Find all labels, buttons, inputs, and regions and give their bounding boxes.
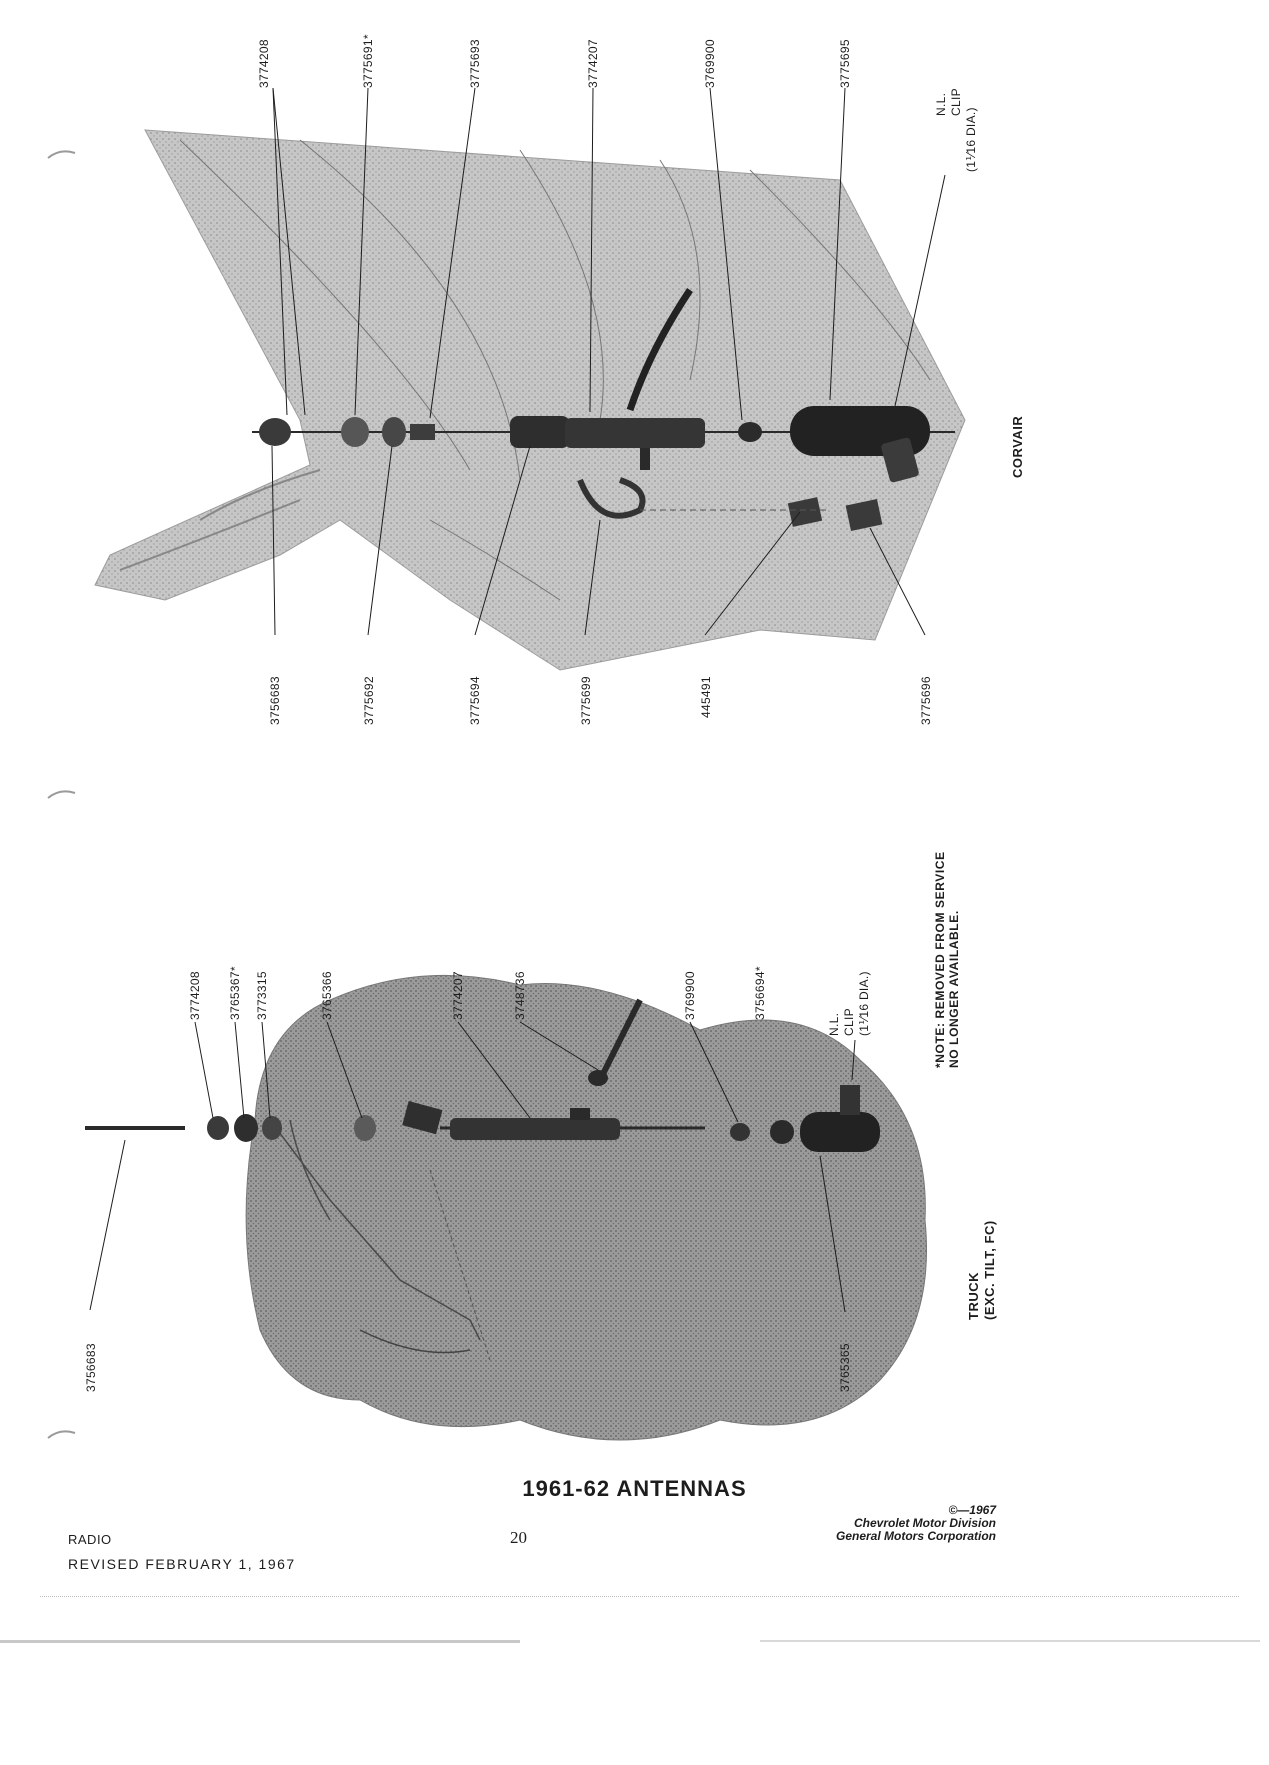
cable-nut-part: [730, 1123, 750, 1141]
nut-part: [234, 1114, 258, 1142]
revision-date: REVISED FEBRUARY 1, 1967: [68, 1556, 296, 1572]
callout-truck-3765365: 3765365: [838, 1343, 852, 1392]
copyright-year: ©—1967: [948, 1503, 996, 1517]
fender-panel-illustration: [95, 130, 965, 670]
callout-corvair-dia: (1⅟16 DIA.): [964, 107, 978, 172]
bezel-part: [259, 418, 291, 446]
callout-truck-3774207: 3774207: [451, 971, 465, 1020]
cable-nut-part: [738, 422, 762, 442]
callout-corvair-3775695: 3775695: [838, 39, 852, 88]
callout-truck-dia: (1⅟16 DIA.): [857, 971, 871, 1036]
section-label: RADIO: [68, 1532, 112, 1547]
copyright-corporation: General Motors Corporation: [835, 1529, 996, 1543]
callout-truck-clip: CLIP: [842, 1008, 856, 1036]
callout-corvair-445491: 445491: [699, 676, 713, 718]
callout-truck-3765367: 3765367*: [228, 966, 242, 1020]
callout-corvair-clip: CLIP: [949, 88, 963, 116]
callout-corvair-3775691: 3775691*: [361, 34, 375, 88]
copyright-block: [836, 1504, 996, 1543]
callout-corvair-nl: N.L.: [934, 92, 948, 116]
callout-truck-3773315: 3773315: [255, 971, 269, 1020]
caption-truck-line1: TRUCK: [966, 1272, 981, 1320]
truck-figure: [85, 975, 927, 1440]
nut-part: [341, 417, 369, 447]
page-title: 1961-62 ANTENNAS: [522, 1476, 747, 1501]
bezel-part: [207, 1116, 229, 1140]
binder-hole-mark: [48, 791, 75, 798]
callout-truck-3769900: 3769900: [683, 971, 697, 1020]
binder-hole-mark: [48, 151, 75, 158]
caption-corvair: CORVAIR: [1010, 415, 1025, 478]
footer-dotted-rule: [40, 1596, 1239, 1597]
callout-corvair-3774207: 3774207: [586, 39, 600, 88]
callout-truck-nl: N.L.: [827, 1012, 841, 1036]
callout-corvair-3769900: 3769900: [703, 39, 717, 88]
note-line2: NO LONGER AVAILABLE.: [947, 910, 961, 1068]
binder-hole-mark: [48, 1431, 75, 1438]
scan-edge-rule: [760, 1640, 1260, 1642]
insulator-part: [354, 1115, 376, 1141]
copyright-division: Chevrolet Motor Division: [853, 1516, 996, 1530]
callout-truck-3756694: 3756694*: [753, 966, 767, 1020]
callout-truck-3774208: 3774208: [188, 971, 202, 1020]
mast-body-part: [450, 1118, 620, 1140]
callout-corvair-3775699: 3775699: [579, 676, 593, 725]
scan-edge-rule: [0, 1640, 520, 1643]
callout-corvair-3774208: 3774208: [257, 39, 271, 88]
insulator-part: [410, 424, 435, 440]
mast-body-part: [565, 418, 705, 448]
washer-part: [382, 417, 406, 447]
callout-corvair-3775692: 3775692: [362, 676, 376, 725]
washer-part: [262, 1116, 282, 1140]
corvair-figure: [95, 130, 965, 670]
callout-corvair-3775694: 3775694: [468, 676, 482, 725]
callout-truck-3748736: 3748736: [513, 971, 527, 1020]
callout-corvair-3775696: 3775696: [919, 676, 933, 725]
callout-truck-3756683: 3756683: [84, 1343, 98, 1392]
page-number: 20: [510, 1528, 527, 1547]
callout-corvair-3775693: 3775693: [468, 39, 482, 88]
antenna-base-part: [800, 1112, 880, 1152]
mast-housing-part: [510, 416, 570, 448]
cowl-panel-illustration: [246, 975, 926, 1440]
note-line1: *NOTE: REMOVED FROM SERVICE: [933, 851, 947, 1068]
callout-corvair-3756683: 3756683: [268, 676, 282, 725]
callout-truck-3765366: 3765366: [320, 971, 334, 1020]
caption-truck-line2: (EXC. TILT, FC): [982, 1220, 997, 1320]
